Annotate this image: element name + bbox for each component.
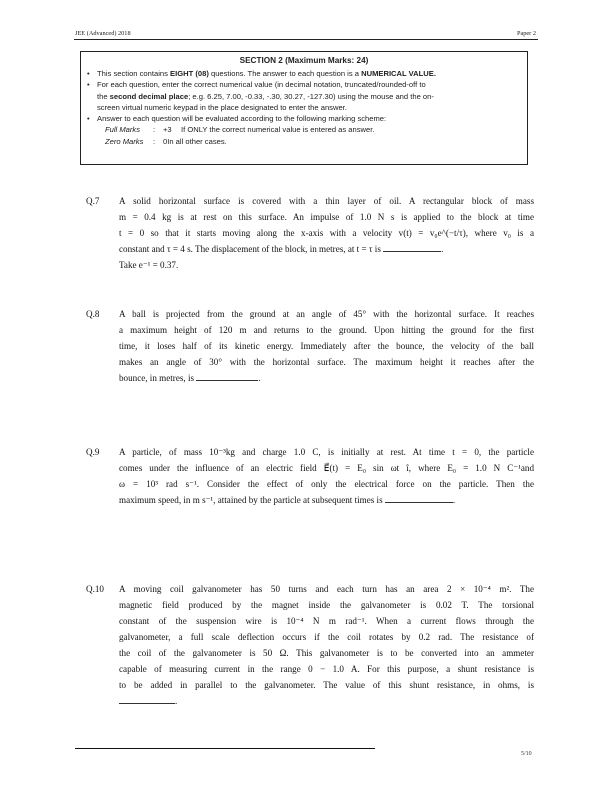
marking-score: 0 bbox=[163, 136, 168, 146]
answer-blank bbox=[119, 695, 175, 704]
question-text: A moving coil galvanometer has 50 turns and each turn has an area 2 × 10⁻⁴ m². The magnetic field produced by the magnet inside the galvanometer is 0.02 T. The torsional constant of the suspension wire is 10⁻⁴ N m rad⁻¹. When a current flows through the galvanometer, a full scale deflection occurs if the coil rotates by 0.2 rad. The resistance of the coil of the galvanometer is 50 Ω. This galvanometer is to be converted into an ammeter capable of measuring current in the range 0 − 1.0 A. For this purpose, a shunt resistance is to be added in parallel to the galvanometer. The value of this shunt resistance, in ohms, is . bbox=[119, 584, 534, 706]
question-text: A particle, of mass 10⁻³kg and charge 1.0 C, is initially at rest. At time t = 0, the particle comes under the influence of an electric field E⃗(t) = E₀ sin ωt î, where E₀ = 1.0 N C⁻¹and ω = 10³ rad s⁻¹. Consider the effect of only the electrical force on the particle. Then the maximum speed, in m s⁻¹, attained by the particle at subsequent times is . bbox=[119, 447, 534, 505]
footer-divider bbox=[75, 748, 375, 749]
question-7 bbox=[86, 193, 534, 273]
instruction-item-marking-scheme: • Answer to each question will be evaluated according to the following marking scheme: bbox=[87, 114, 387, 124]
marking-score: +3 bbox=[163, 125, 172, 135]
bullet-icon: • bbox=[87, 114, 90, 124]
marking-description: If ONLY the correct numerical value is entered as answer. bbox=[181, 125, 375, 135]
instructions-list bbox=[81, 68, 527, 124]
exam-title-header: JEE (Advanced) 2018 bbox=[75, 30, 131, 37]
question-9 bbox=[86, 444, 534, 508]
question-number: Q.9 bbox=[86, 447, 100, 457]
question-8 bbox=[86, 306, 534, 386]
question-number: Q.7 bbox=[86, 196, 100, 206]
instruction-item-answer-format: • For each question, enter the correct numerical value (in decimal notation, truncated/rounded-off to the second decimal place; e.g. 6.25, 7.00, -0.33, -.30, 30.27, -127.30) using the mouse and the on- screen virtual numeric keypad in the place designated to enter the answer. bbox=[87, 80, 434, 112]
question-text: A solid horizontal surface is covered with a thin layer of oil. A rectangular block of mass m = 0.4 kg is at rest on this surface. An impulse of 1.0 N s is applied to the block at time t = 0 so that it starts moving along the x-axis with a velocity v(t) = v₀e^(−t/τ), where v₀ is a constant and τ = 4 s. The displacement of the block, in metres, at t = τ is . Take e⁻¹ = 0.37. bbox=[119, 196, 534, 270]
header-divider bbox=[74, 39, 538, 40]
bullet-icon: • bbox=[87, 69, 90, 78]
answer-blank bbox=[385, 494, 453, 503]
paper-number-header: Paper 2 bbox=[516, 30, 536, 37]
marking-row-full: Full Marks : +3 If ONLY the correct numerical value is entered as answer. bbox=[105, 125, 375, 135]
marking-label: Full Marks bbox=[105, 125, 141, 135]
page-number: 5/10 bbox=[521, 751, 532, 757]
answer-blank bbox=[196, 372, 258, 381]
instruction-item-question-count: • This section contains EIGHT (08) questions. The answer to each question is a NUMERICAL VALUE. bbox=[87, 69, 436, 78]
section-instructions-box bbox=[80, 51, 528, 165]
marking-row-zero: Zero Marks : 0 In all other cases. bbox=[105, 136, 227, 146]
bullet-icon: • bbox=[87, 80, 90, 90]
question-10 bbox=[86, 581, 534, 709]
marking-description: In all other cases. bbox=[167, 136, 227, 146]
marking-label: Zero Marks bbox=[105, 136, 144, 146]
section-title: SECTION 2 (Maximum Marks: 24) bbox=[239, 56, 369, 65]
question-text: A ball is projected from the ground at an angle of 45° with the horizontal surface. It reaches a maximum height of 120 m and returns to the ground. Upon hitting the ground for the first time, it loses half of its kinetic energy. Immediately after the bounce, the velocity of the ball makes an angle of 30° with the horizontal surface. The maximum height it reaches after the bounce, in metres, is . bbox=[119, 309, 534, 383]
answer-blank bbox=[383, 243, 441, 252]
question-number: Q.8 bbox=[86, 309, 100, 319]
question-number: Q.10 bbox=[86, 584, 104, 594]
